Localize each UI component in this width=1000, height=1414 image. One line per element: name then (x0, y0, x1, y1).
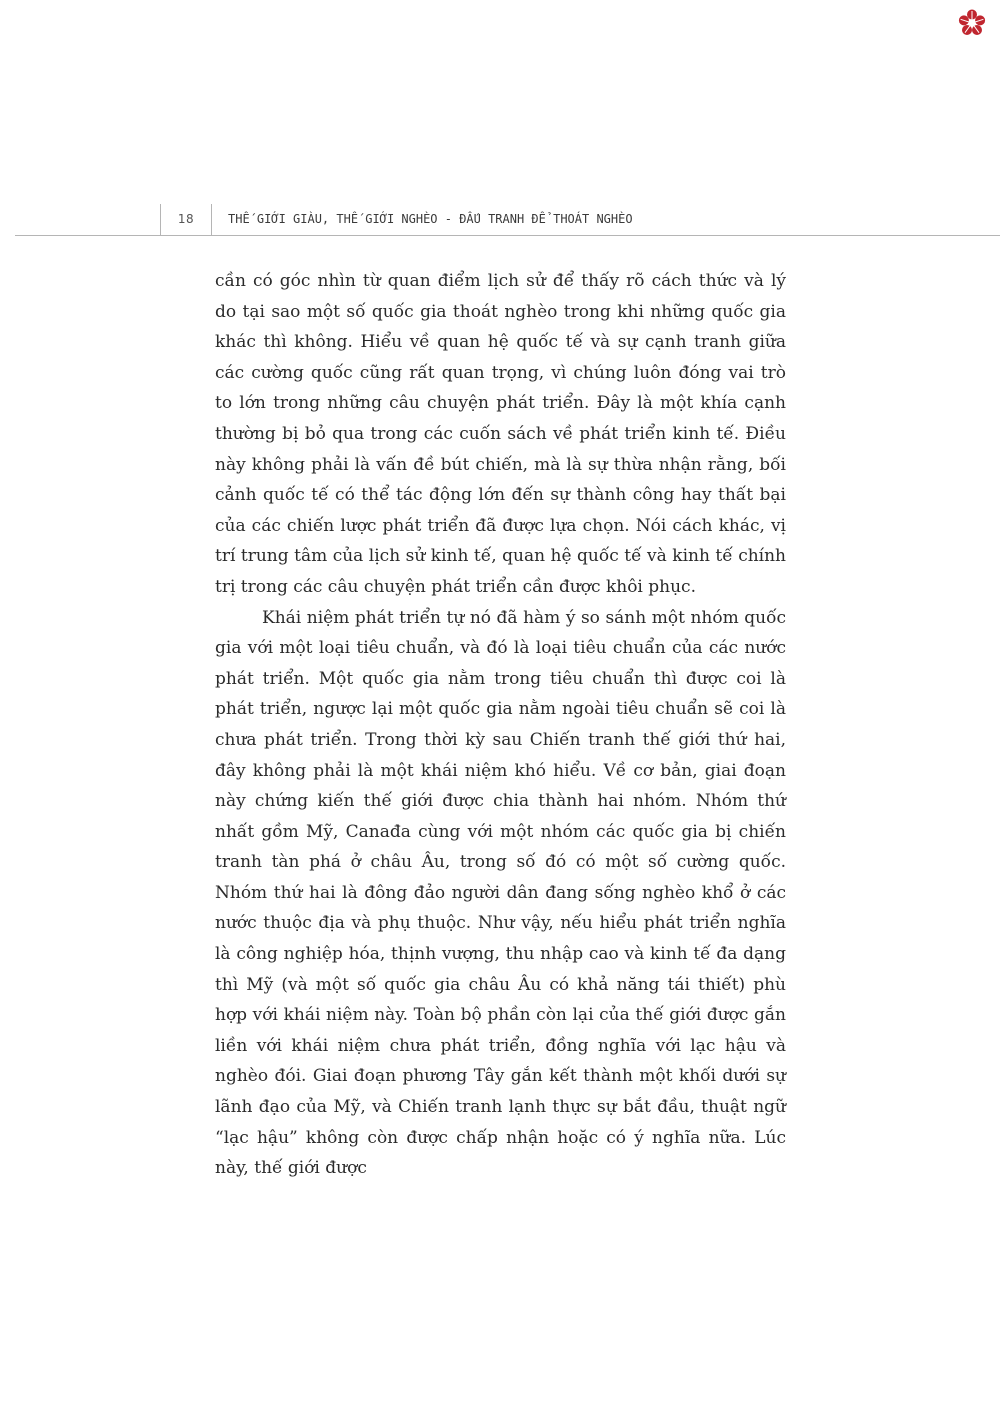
header-divider (15, 235, 1000, 236)
page-number: 18 (177, 212, 195, 226)
paragraph: cần có góc nhìn từ quan điểm lịch sử để thấy rõ cách thức và lý do tại sao một số quốc gia thoát nghèo trong khi những quốc gia khác thì không. Hiểu về quan hệ quốc tế và sự cạnh tranh giữa các cường quốc cũng rất quan trọng, vì chúng luôn đóng vai trò to lớn trong những câu chuyện phát triển. Đây là một khía cạnh thường bị bỏ qua trong các cuốn sách về phát triển kinh tế. Điều này không phải là vấn đề bút chiến, mà là sự thừa nhận rằng, bối cảnh quốc tế có thể tác động lớn đến sự thành công hay thất bại của các chiến lược phát triển đã được lựa chọn. Nói cách khác, vị trí trung tâm của lịch sử kinh tế, quan hệ quốc tế và kinh tế chính trị trong các câu chuyện phát triển cần được khôi phục. (215, 271, 786, 597)
paragraph: Khái niệm phát triển tự nó đã hàm ý so sánh một nhóm quốc gia với một loại tiêu chuẩn, và đó là loại tiêu chuẩn của các nước phát triển. Một quốc gia nằm trong tiêu chuẩn thì được coi là phát triển, ngược lại một quốc gia nằm ngoài tiêu chuẩn sẽ coi là chưa phát triển. Trong thời kỳ sau Chiến tranh thế giới thứ hai, đây không phải là một khái niệm khó hiểu. Về cơ bản, giai đoạn này chứng kiến thế giới được chia thành hai nhóm. Nhóm thứ nhất gồm Mỹ, Canađa cùng với một nhóm các quốc gia bị chiến tranh tàn phá ở châu Âu, trong số đó có một số cường quốc. Nhóm thứ hai là đông đảo người dân đang sống nghèo khổ ở các nước thuộc địa và phụ thuộc. Như vậy, nếu hiểu phát triển nghĩa là công nghiệp hóa, thịnh vượng, thu nhập cao và kinh tế đa dạng thì Mỹ (và một số quốc gia châu Âu có khả năng tái thiết) phù hợp với khái niệm này. Toàn bộ phần còn lại của thế giới được gắn liền với khái niệm chưa phát triển, đồng nghĩa với lạc hậu và nghèo đói. Giai đoạn phương Tây gắn kết thành một khối dưới sự lãnh đạo của Mỹ, và Chiến tranh lạnh thực sự bắt đầu, thuật ngữ “lạc hậu” không còn được chấp nhận hoặc có ý nghĩa nữa. Lúc này, thế giới được (215, 607, 786, 1179)
body-text (215, 266, 786, 1184)
flower-icon (957, 8, 987, 38)
running-title: THẾ GIỚI GIÀU, THẾ GIỚI NGHÈO - ĐẤU TRANH ĐỂ THOÁT NGHÈO (228, 212, 633, 226)
